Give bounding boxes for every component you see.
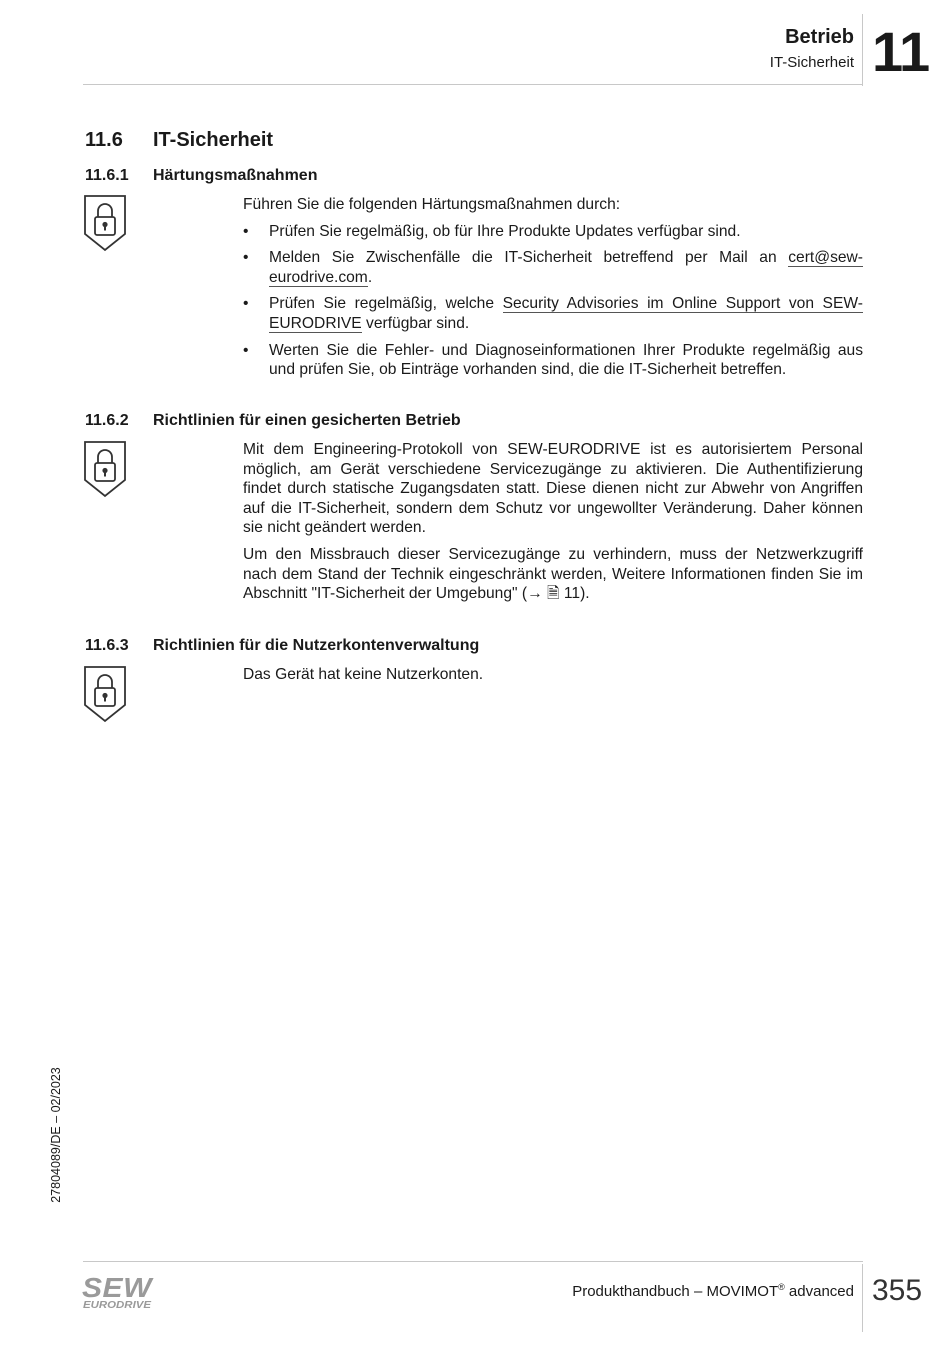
- bullet-icon: •: [243, 341, 249, 359]
- email-link[interactable]: cert@sew-eurodrive.com: [269, 249, 863, 286]
- document-title: Produkthandbuch – MOVIMOT® advanced: [572, 1282, 854, 1300]
- svg-text:SEW: SEW: [82, 1272, 154, 1303]
- subsection-title: Richtlinien für die Nutzerkontenverwaltung: [153, 637, 480, 654]
- chapter-number: 11: [872, 20, 930, 83]
- page-number: 355: [872, 1274, 923, 1307]
- bullet-icon: •: [243, 249, 249, 267]
- bullet-icon: •: [243, 222, 249, 240]
- measure-list: [243, 222, 863, 380]
- footer-rule: [83, 1261, 863, 1262]
- subsection-number: 11.6.3: [85, 637, 129, 654]
- list-item: • Prüfen Sie regelmäßig, ob für Ihre Produkte Updates verfügbar sind.: [243, 222, 741, 240]
- lock-shield-icon: [83, 194, 127, 252]
- subsection-title: Richtlinien für einen gesicherten Betrieb: [153, 412, 461, 429]
- bullet-icon: •: [243, 295, 249, 313]
- security-advisories-link[interactable]: Security Advisories im Online Support von SEW-EURODRIVE: [269, 295, 863, 332]
- footer-divider: [862, 1264, 863, 1332]
- list-item: • Prüfen Sie regelmäßig, welche Security Advisories im Online Support von SEW-EURODRIVE verfügbar sind.: [243, 295, 863, 332]
- section-running-title: IT-Sicherheit: [769, 54, 854, 71]
- list-item: • Melden Sie Zwischenfälle die IT-Sicherheit betreffend per Mail an cert@sew-eurodrive.com.: [243, 249, 863, 286]
- subsection-body: [243, 195, 863, 387]
- intro-text: Führen Sie die folgenden Härtungsmaßnahmen durch:: [243, 196, 621, 213]
- sew-eurodrive-logo: [82, 1272, 154, 1312]
- lock-shield-icon: [83, 665, 127, 723]
- paragraph: Mit dem Engineering-Protokoll von SEW-EURODRIVE ist es autorisiertem Personal möglich, am Gerät verschiedene Servicezugänge zu aktivieren. Die Authentifizierung findet durch statische Zugangsdaten statt. Diese dienen nicht zur Abwehr von Angriffen auf die IT-Sicherheit, sondern dem Schutz vor ungewollter Veränderung. Daher können sie nicht geändert werden.: [243, 441, 863, 537]
- list-item: • Werten Sie die Fehler- und Diagnoseinformationen Ihrer Produkte regelmäßig aus und prüfen Sie, ob Einträge vorhanden sind, die die IT-Sicherheit betreffen.: [243, 341, 863, 379]
- subsection-body: [243, 440, 863, 611]
- header-rule: [83, 84, 863, 85]
- chapter-title: Betrieb: [785, 26, 854, 48]
- subsection-body: [243, 665, 863, 692]
- section-number: 11.6: [85, 129, 123, 151]
- document-id-stamp: 27804089/DE – 02/2023: [49, 1067, 63, 1203]
- subsection-title: Härtungsmaßnahmen: [153, 167, 318, 184]
- section-title: IT-Sicherheit: [153, 129, 274, 151]
- paragraph: Um den Missbrauch dieser Servicezugänge zu verhindern, muss der Netzwerkzugriff nach dem Stand der Technik eingeschränkt werden, Weitere Informationen finden Sie im Abschnitt "IT-Sicherheit der Umgebung" (→ 🗎 11).: [243, 545, 863, 603]
- subsection-number: 11.6.1: [85, 167, 129, 184]
- svg-text:EURODRIVE: EURODRIVE: [83, 1300, 152, 1311]
- subsection-number: 11.6.2: [85, 412, 129, 429]
- paragraph: Das Gerät hat keine Nutzerkonten.: [243, 666, 484, 683]
- lock-shield-icon: [83, 440, 127, 498]
- header-divider: [862, 14, 863, 86]
